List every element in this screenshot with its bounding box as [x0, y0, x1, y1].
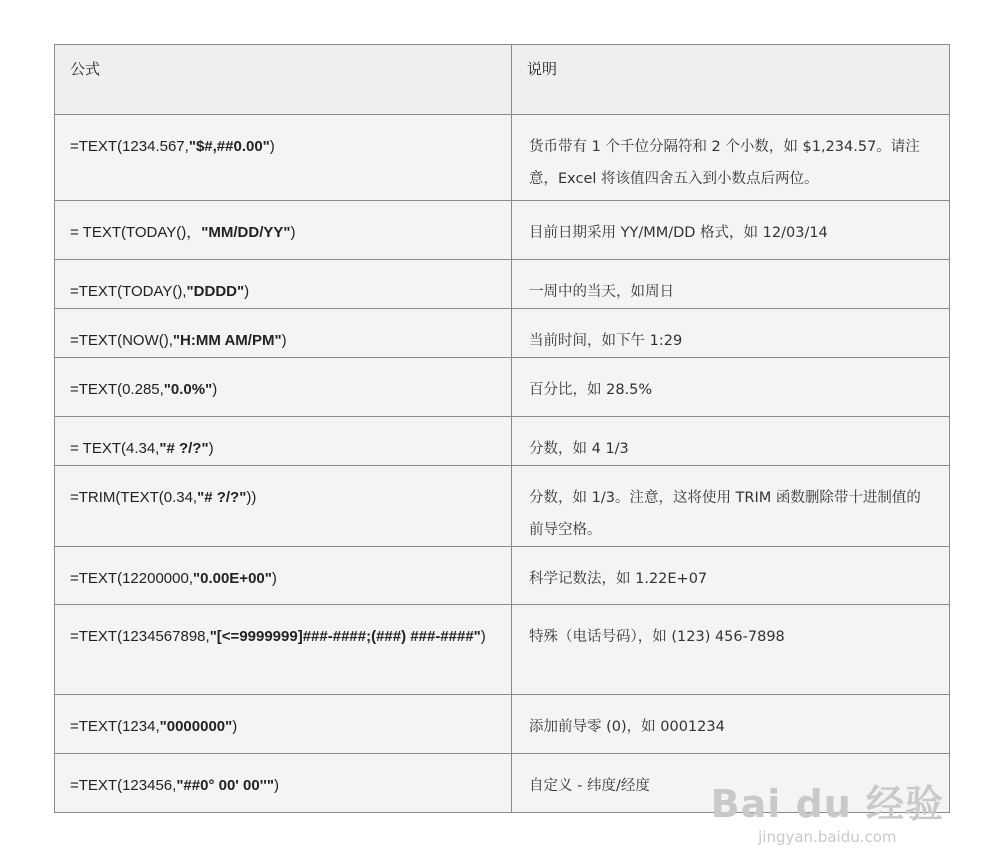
table-row — [55, 309, 950, 358]
formula-cell: =TEXT(NOW(),"H:MM AM/PM") — [55, 309, 512, 358]
description-cell: 当前时间，如下午 1:29 — [512, 309, 950, 358]
table-row — [55, 260, 950, 309]
description-cell: 自定义 - 纬度/经度 — [512, 754, 950, 813]
formula-cell: =TEXT(123456,"##0° 00' 00''") — [55, 754, 512, 813]
description-cell: 分数，如 1/3。注意，这将使用 TRIM 函数删除带十进制值的前导空格。 — [512, 466, 950, 547]
watermark-url: jingyan.baidu.com — [758, 828, 897, 846]
formula-cell: = TEXT(TODAY()，"MM/DD/YY") — [55, 201, 512, 260]
description-cell: 目前日期采用 YY/MM/DD 格式，如 12/03/14 — [512, 201, 950, 260]
formula-table — [54, 44, 950, 813]
table-row — [55, 417, 950, 466]
table-row — [55, 358, 950, 417]
formula-cell: =TEXT(12200000,"0.00E+00") — [55, 547, 512, 605]
description-cell: 特殊（电话号码），如 (123) 456-7898 — [512, 605, 950, 695]
description-cell: 货币带有 1 个千位分隔符和 2 个小数，如 $1,234.57。请注意，Excel 将该值四舍五入到小数点后两位。 — [512, 115, 950, 201]
baidu-jingyan-logo: Bai du 经验 — [710, 782, 944, 826]
table-row — [55, 605, 950, 695]
description-cell: 添加前导零 (0)，如 0001234 — [512, 695, 950, 754]
formula-cell: =TEXT(1234,"0000000") — [55, 695, 512, 754]
formula-cell: = TEXT(4.34,"# ?/?") — [55, 417, 512, 466]
table-row — [55, 695, 950, 754]
header-description: 说明 — [512, 45, 950, 115]
formula-cell: =TEXT(0.285,"0.0%") — [55, 358, 512, 417]
description-cell: 一周中的当天，如周日 — [512, 260, 950, 309]
table-row — [55, 466, 950, 547]
description-cell: 科学记数法，如 1.22E+07 — [512, 547, 950, 605]
formula-cell: =TRIM(TEXT(0.34,"# ?/?")) — [55, 466, 512, 547]
table-row — [55, 547, 950, 605]
table-row — [55, 115, 950, 201]
description-cell: 百分比，如 28.5% — [512, 358, 950, 417]
formula-cell: =TEXT(1234567898,"[<=9999999]###-####;(###) ###-####") — [55, 605, 512, 695]
description-cell: 分数，如 4 1/3 — [512, 417, 950, 466]
table-row — [55, 201, 950, 260]
formula-cell: =TEXT(TODAY(),"DDDD") — [55, 260, 512, 309]
baidu-watermark — [711, 784, 944, 846]
header-formula: 公式 — [55, 45, 512, 115]
table-header-row — [55, 45, 950, 115]
formula-cell: =TEXT(1234.567,"$#,##0.00") — [55, 115, 512, 201]
